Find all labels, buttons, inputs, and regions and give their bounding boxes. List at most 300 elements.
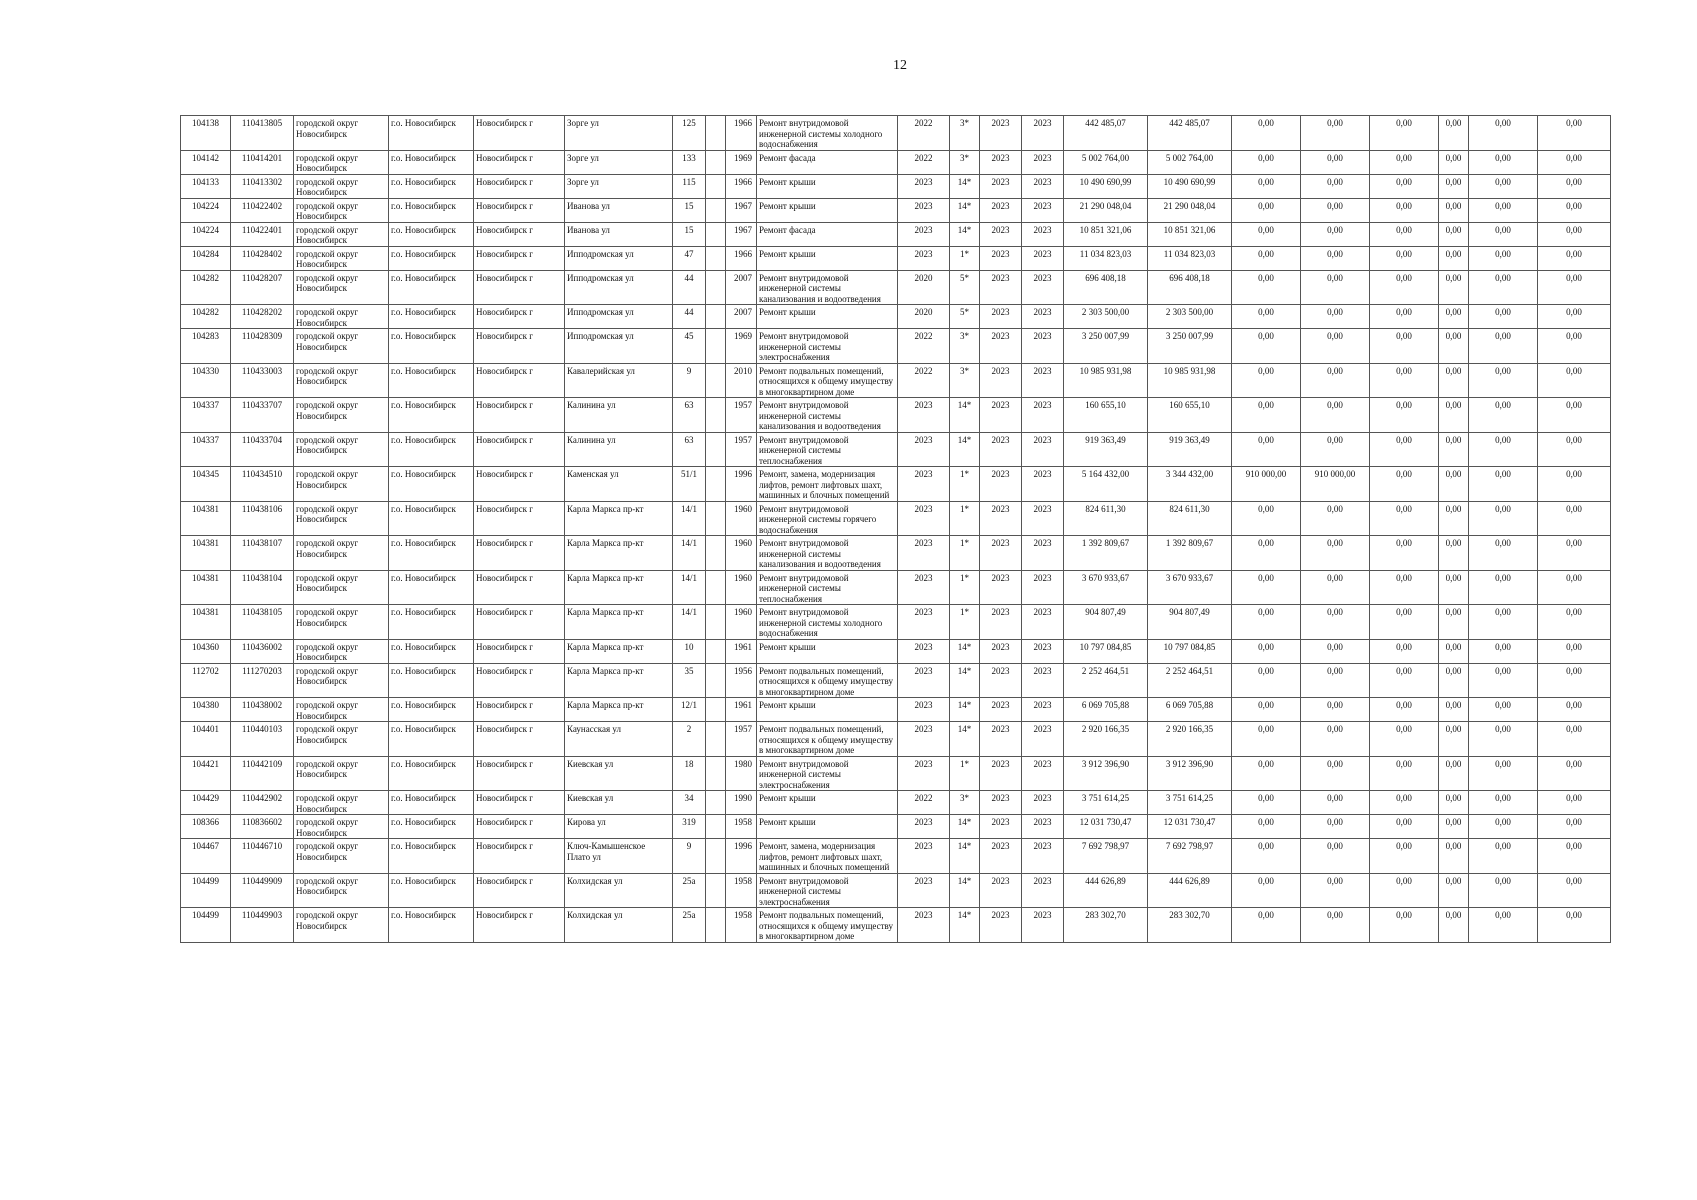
cell-end-year: 2023 [1022, 698, 1064, 722]
cell-fund-amount: 696 408,18 [1148, 270, 1232, 305]
cell-build-year: 1957 [726, 398, 757, 433]
cell-work-type: Ремонт фасада [757, 222, 898, 246]
cell-amount-5: 0,00 [1469, 174, 1538, 198]
cell-amount-2: 0,00 [1301, 639, 1370, 663]
cell-street: Карла Маркса пр-кт [565, 663, 673, 698]
cell-work-type: Ремонт крыши [757, 198, 898, 222]
cell-end-year: 2023 [1022, 198, 1064, 222]
repair-program-table-wrapper [180, 115, 1611, 943]
cell-building [706, 222, 726, 246]
cell-house-number: 14/1 [673, 570, 706, 605]
cell-building [706, 198, 726, 222]
cell-total-cost: 919 363,49 [1064, 432, 1148, 467]
cell-amount-3: 0,00 [1370, 663, 1439, 698]
cell-municipality: городской округ Новосибирск [294, 698, 389, 722]
cell-amount-4: 0,00 [1439, 605, 1469, 640]
cell-street: Зорге ул [565, 150, 673, 174]
cell-city: Новосибирск г [474, 174, 565, 198]
cell-end-year: 2023 [1022, 839, 1064, 874]
cell-amount-4: 0,00 [1439, 698, 1469, 722]
cell-category: 14* [950, 639, 980, 663]
cell-city: Новосибирск г [474, 908, 565, 943]
cell-amount-6: 0,00 [1538, 536, 1611, 571]
cell-city: Новосибирск г [474, 791, 565, 815]
cell-amount-6: 0,00 [1538, 722, 1611, 757]
cell-amount-3: 0,00 [1370, 570, 1439, 605]
cell-house-number: 25а [673, 873, 706, 908]
table-row [181, 815, 1611, 839]
cell-urban-district: г.о. Новосибирск [389, 329, 474, 364]
cell-amount-5: 0,00 [1469, 908, 1538, 943]
cell-amount-4: 0,00 [1439, 791, 1469, 815]
cell-plan-year: 2023 [898, 605, 950, 640]
cell-plan-year: 2023 [898, 246, 950, 270]
cell-amount-5: 0,00 [1469, 873, 1538, 908]
cell-amount-4: 0,00 [1439, 467, 1469, 502]
cell-urban-district: г.о. Новосибирск [389, 174, 474, 198]
cell-start-year: 2023 [980, 663, 1022, 698]
cell-start-year: 2023 [980, 501, 1022, 536]
cell-work-type: Ремонт, замена, модернизация лифтов, ремонт лифтовых шахт, машинных и блочных помещений [757, 467, 898, 502]
cell-work-type: Ремонт крыши [757, 791, 898, 815]
cell-urban-district: г.о. Новосибирск [389, 815, 474, 839]
cell-amount-3: 0,00 [1370, 908, 1439, 943]
cell-category: 3* [950, 150, 980, 174]
cell-house-number: 44 [673, 305, 706, 329]
cell-urban-district: г.о. Новосибирск [389, 432, 474, 467]
cell-total-cost: 824 611,30 [1064, 501, 1148, 536]
cell-work-type: Ремонт крыши [757, 815, 898, 839]
cell-amount-6: 0,00 [1538, 222, 1611, 246]
cell-city: Новосибирск г [474, 222, 565, 246]
cell-build-year: 1969 [726, 150, 757, 174]
cell-amount-4: 0,00 [1439, 639, 1469, 663]
cell-start-year: 2023 [980, 839, 1022, 874]
table-row [181, 663, 1611, 698]
cell-amount-4: 0,00 [1439, 305, 1469, 329]
cell-end-year: 2023 [1022, 398, 1064, 433]
cell-house-id: 104381 [181, 501, 231, 536]
cell-amount-5: 0,00 [1469, 722, 1538, 757]
cell-amount-3: 0,00 [1370, 501, 1439, 536]
cell-category: 1* [950, 570, 980, 605]
cell-amount-3: 0,00 [1370, 467, 1439, 502]
cell-urban-district: г.о. Новосибирск [389, 756, 474, 791]
cell-plan-year: 2023 [898, 198, 950, 222]
cell-amount-1: 0,00 [1232, 398, 1301, 433]
cell-amount-6: 0,00 [1538, 756, 1611, 791]
cell-building [706, 908, 726, 943]
cell-total-cost: 3 751 614,25 [1064, 791, 1148, 815]
cell-amount-3: 0,00 [1370, 756, 1439, 791]
cell-work-type: Ремонт крыши [757, 246, 898, 270]
cell-street: Зорге ул [565, 116, 673, 151]
cell-work-code: 110433003 [231, 363, 294, 398]
cell-house-number: 14/1 [673, 536, 706, 571]
cell-building [706, 791, 726, 815]
cell-amount-1: 0,00 [1232, 815, 1301, 839]
cell-work-code: 110438104 [231, 570, 294, 605]
cell-fund-amount: 2 252 464,51 [1148, 663, 1232, 698]
cell-municipality: городской округ Новосибирск [294, 363, 389, 398]
cell-amount-6: 0,00 [1538, 116, 1611, 151]
cell-build-year: 1996 [726, 467, 757, 502]
cell-build-year: 1961 [726, 639, 757, 663]
cell-amount-2: 0,00 [1301, 722, 1370, 757]
cell-work-code: 110413302 [231, 174, 294, 198]
cell-amount-3: 0,00 [1370, 873, 1439, 908]
cell-build-year: 1960 [726, 536, 757, 571]
cell-amount-6: 0,00 [1538, 467, 1611, 502]
cell-street: Колхидская ул [565, 873, 673, 908]
cell-municipality: городской округ Новосибирск [294, 722, 389, 757]
cell-building [706, 398, 726, 433]
cell-build-year: 1957 [726, 722, 757, 757]
cell-plan-year: 2022 [898, 116, 950, 151]
cell-amount-4: 0,00 [1439, 908, 1469, 943]
cell-building [706, 756, 726, 791]
cell-amount-6: 0,00 [1538, 432, 1611, 467]
table-row [181, 791, 1611, 815]
cell-house-number: 15 [673, 222, 706, 246]
cell-municipality: городской округ Новосибирск [294, 570, 389, 605]
cell-house-number: 10 [673, 639, 706, 663]
cell-work-code: 110449903 [231, 908, 294, 943]
cell-amount-6: 0,00 [1538, 639, 1611, 663]
cell-amount-3: 0,00 [1370, 174, 1439, 198]
cell-work-type: Ремонт внутридомовой инженерной системы холодного водоснабжения [757, 116, 898, 151]
cell-build-year: 1960 [726, 570, 757, 605]
cell-amount-2: 910 000,00 [1301, 467, 1370, 502]
cell-city: Новосибирск г [474, 116, 565, 151]
cell-house-id: 104138 [181, 116, 231, 151]
cell-fund-amount: 3 670 933,67 [1148, 570, 1232, 605]
cell-total-cost: 444 626,89 [1064, 873, 1148, 908]
cell-street: Карла Маркса пр-кт [565, 605, 673, 640]
cell-fund-amount: 1 392 809,67 [1148, 536, 1232, 571]
cell-work-code: 110422402 [231, 198, 294, 222]
cell-total-cost: 442 485,07 [1064, 116, 1148, 151]
cell-street: Колхидская ул [565, 908, 673, 943]
cell-end-year: 2023 [1022, 270, 1064, 305]
cell-end-year: 2023 [1022, 722, 1064, 757]
cell-amount-3: 0,00 [1370, 150, 1439, 174]
cell-end-year: 2023 [1022, 663, 1064, 698]
cell-total-cost: 904 807,49 [1064, 605, 1148, 640]
cell-house-number: 63 [673, 398, 706, 433]
cell-amount-2: 0,00 [1301, 432, 1370, 467]
cell-city: Новосибирск г [474, 363, 565, 398]
cell-street: Калинина ул [565, 398, 673, 433]
cell-total-cost: 10 851 321,06 [1064, 222, 1148, 246]
cell-city: Новосибирск г [474, 639, 565, 663]
cell-plan-year: 2023 [898, 756, 950, 791]
table-row [181, 432, 1611, 467]
table-row [181, 116, 1611, 151]
cell-work-type: Ремонт внутридомовой инженерной системы канализования и водоотведения [757, 536, 898, 571]
cell-municipality: городской округ Новосибирск [294, 639, 389, 663]
cell-plan-year: 2023 [898, 432, 950, 467]
cell-house-number: 47 [673, 246, 706, 270]
cell-house-id: 104282 [181, 305, 231, 329]
cell-amount-4: 0,00 [1439, 363, 1469, 398]
cell-work-type: Ремонт внутридомовой инженерной системы холодного водоснабжения [757, 605, 898, 640]
table-row [181, 398, 1611, 433]
cell-total-cost: 3 912 396,90 [1064, 756, 1148, 791]
cell-amount-5: 0,00 [1469, 305, 1538, 329]
cell-building [706, 174, 726, 198]
cell-amount-1: 0,00 [1232, 246, 1301, 270]
cell-build-year: 2007 [726, 305, 757, 329]
cell-amount-1: 0,00 [1232, 663, 1301, 698]
cell-work-code: 110422401 [231, 222, 294, 246]
cell-house-id: 104330 [181, 363, 231, 398]
cell-city: Новосибирск г [474, 432, 565, 467]
cell-end-year: 2023 [1022, 363, 1064, 398]
cell-amount-6: 0,00 [1538, 398, 1611, 433]
table-row [181, 536, 1611, 571]
cell-work-code: 110436002 [231, 639, 294, 663]
cell-city: Новосибирск г [474, 329, 565, 364]
cell-build-year: 1958 [726, 873, 757, 908]
cell-amount-6: 0,00 [1538, 698, 1611, 722]
cell-work-code: 110442902 [231, 791, 294, 815]
cell-fund-amount: 7 692 798,97 [1148, 839, 1232, 874]
cell-start-year: 2023 [980, 270, 1022, 305]
cell-total-cost: 1 392 809,67 [1064, 536, 1148, 571]
cell-house-number: 18 [673, 756, 706, 791]
cell-amount-4: 0,00 [1439, 536, 1469, 571]
cell-urban-district: г.о. Новосибирск [389, 222, 474, 246]
cell-amount-4: 0,00 [1439, 198, 1469, 222]
cell-category: 14* [950, 873, 980, 908]
cell-house-number: 45 [673, 329, 706, 364]
cell-municipality: городской округ Новосибирск [294, 198, 389, 222]
cell-municipality: городской округ Новосибирск [294, 174, 389, 198]
cell-build-year: 1996 [726, 839, 757, 874]
cell-plan-year: 2023 [898, 501, 950, 536]
cell-amount-1: 0,00 [1232, 605, 1301, 640]
cell-amount-1: 0,00 [1232, 432, 1301, 467]
cell-amount-3: 0,00 [1370, 639, 1439, 663]
cell-building [706, 605, 726, 640]
cell-fund-amount: 5 002 764,00 [1148, 150, 1232, 174]
cell-amount-6: 0,00 [1538, 150, 1611, 174]
cell-build-year: 1966 [726, 246, 757, 270]
cell-urban-district: г.о. Новосибирск [389, 791, 474, 815]
cell-work-code: 110438002 [231, 698, 294, 722]
cell-amount-5: 0,00 [1469, 432, 1538, 467]
cell-amount-5: 0,00 [1469, 815, 1538, 839]
cell-building [706, 467, 726, 502]
cell-start-year: 2023 [980, 570, 1022, 605]
cell-amount-4: 0,00 [1439, 839, 1469, 874]
cell-category: 3* [950, 116, 980, 151]
cell-municipality: городской округ Новосибирск [294, 873, 389, 908]
cell-city: Новосибирск г [474, 815, 565, 839]
cell-city: Новосибирск г [474, 246, 565, 270]
table-row [181, 305, 1611, 329]
cell-urban-district: г.о. Новосибирск [389, 270, 474, 305]
cell-fund-amount: 283 302,70 [1148, 908, 1232, 943]
cell-amount-6: 0,00 [1538, 815, 1611, 839]
cell-amount-5: 0,00 [1469, 605, 1538, 640]
cell-plan-year: 2023 [898, 222, 950, 246]
cell-house-id: 104360 [181, 639, 231, 663]
cell-amount-5: 0,00 [1469, 501, 1538, 536]
cell-amount-4: 0,00 [1439, 873, 1469, 908]
cell-urban-district: г.о. Новосибирск [389, 873, 474, 908]
cell-category: 14* [950, 398, 980, 433]
cell-street: Кавалерийская ул [565, 363, 673, 398]
cell-amount-4: 0,00 [1439, 722, 1469, 757]
cell-amount-4: 0,00 [1439, 432, 1469, 467]
cell-end-year: 2023 [1022, 501, 1064, 536]
cell-work-type: Ремонт подвальных помещений, относящихся к общему имуществу в многоквартирном доме [757, 363, 898, 398]
cell-work-code: 110442109 [231, 756, 294, 791]
cell-plan-year: 2020 [898, 305, 950, 329]
cell-amount-3: 0,00 [1370, 116, 1439, 151]
cell-start-year: 2023 [980, 722, 1022, 757]
cell-amount-1: 0,00 [1232, 698, 1301, 722]
cell-city: Новосибирск г [474, 398, 565, 433]
cell-work-type: Ремонт внутридомовой инженерной системы электроснабжения [757, 329, 898, 364]
cell-plan-year: 2023 [898, 815, 950, 839]
cell-amount-1: 0,00 [1232, 791, 1301, 815]
cell-work-type: Ремонт крыши [757, 174, 898, 198]
cell-street: Киевская ул [565, 791, 673, 815]
cell-amount-6: 0,00 [1538, 908, 1611, 943]
cell-build-year: 1961 [726, 698, 757, 722]
cell-urban-district: г.о. Новосибирск [389, 908, 474, 943]
cell-amount-5: 0,00 [1469, 116, 1538, 151]
cell-plan-year: 2020 [898, 270, 950, 305]
cell-urban-district: г.о. Новосибирск [389, 536, 474, 571]
cell-total-cost: 10 797 084,85 [1064, 639, 1148, 663]
cell-house-id: 104381 [181, 605, 231, 640]
table-row [181, 150, 1611, 174]
cell-amount-5: 0,00 [1469, 663, 1538, 698]
cell-work-type: Ремонт внутридомовой инженерной системы канализования и водоотведения [757, 270, 898, 305]
cell-category: 1* [950, 536, 980, 571]
cell-amount-1: 0,00 [1232, 174, 1301, 198]
cell-house-id: 104401 [181, 722, 231, 757]
cell-amount-4: 0,00 [1439, 398, 1469, 433]
cell-start-year: 2023 [980, 305, 1022, 329]
cell-category: 14* [950, 908, 980, 943]
cell-house-id: 104421 [181, 756, 231, 791]
table-row [181, 908, 1611, 943]
cell-start-year: 2023 [980, 363, 1022, 398]
cell-municipality: городской округ Новосибирск [294, 536, 389, 571]
cell-street: Ключ-Камышенское Плато ул [565, 839, 673, 874]
cell-category: 1* [950, 246, 980, 270]
cell-building [706, 270, 726, 305]
cell-amount-6: 0,00 [1538, 791, 1611, 815]
cell-street: Иванова ул [565, 198, 673, 222]
cell-municipality: городской округ Новосибирск [294, 432, 389, 467]
table-row [181, 329, 1611, 364]
cell-end-year: 2023 [1022, 305, 1064, 329]
cell-total-cost: 160 655,10 [1064, 398, 1148, 433]
cell-work-code: 111270203 [231, 663, 294, 698]
cell-municipality: городской округ Новосибирск [294, 605, 389, 640]
cell-work-code: 110428207 [231, 270, 294, 305]
cell-amount-5: 0,00 [1469, 639, 1538, 663]
cell-municipality: городской округ Новосибирск [294, 246, 389, 270]
cell-work-code: 110428202 [231, 305, 294, 329]
cell-municipality: городской округ Новосибирск [294, 222, 389, 246]
cell-category: 5* [950, 270, 980, 305]
cell-amount-6: 0,00 [1538, 329, 1611, 364]
cell-build-year: 1969 [726, 329, 757, 364]
cell-house-id: 104345 [181, 467, 231, 502]
cell-amount-4: 0,00 [1439, 270, 1469, 305]
cell-category: 3* [950, 329, 980, 364]
cell-total-cost: 10 985 931,98 [1064, 363, 1148, 398]
cell-build-year: 1956 [726, 663, 757, 698]
cell-city: Новосибирск г [474, 501, 565, 536]
cell-amount-3: 0,00 [1370, 329, 1439, 364]
cell-amount-2: 0,00 [1301, 605, 1370, 640]
cell-fund-amount: 904 807,49 [1148, 605, 1232, 640]
cell-city: Новосибирск г [474, 839, 565, 874]
cell-municipality: городской округ Новосибирск [294, 908, 389, 943]
cell-work-type: Ремонт внутридомовой инженерной системы канализования и водоотведения [757, 398, 898, 433]
cell-amount-2: 0,00 [1301, 756, 1370, 791]
cell-build-year: 1958 [726, 815, 757, 839]
cell-plan-year: 2023 [898, 570, 950, 605]
cell-city: Новосибирск г [474, 756, 565, 791]
cell-building [706, 363, 726, 398]
cell-fund-amount: 919 363,49 [1148, 432, 1232, 467]
cell-work-code: 110438105 [231, 605, 294, 640]
cell-end-year: 2023 [1022, 791, 1064, 815]
cell-house-id: 104224 [181, 198, 231, 222]
cell-building [706, 663, 726, 698]
repair-program-table [180, 115, 1611, 943]
page-number: 12 [893, 58, 907, 73]
cell-house-number: 44 [673, 270, 706, 305]
cell-work-type: Ремонт подвальных помещений, относящихся к общему имуществу в многоквартирном доме [757, 908, 898, 943]
cell-amount-1: 0,00 [1232, 305, 1301, 329]
cell-end-year: 2023 [1022, 246, 1064, 270]
cell-amount-4: 0,00 [1439, 570, 1469, 605]
cell-total-cost: 6 069 705,88 [1064, 698, 1148, 722]
cell-work-type: Ремонт подвальных помещений, относящихся к общему имуществу в многоквартирном доме [757, 722, 898, 757]
cell-start-year: 2023 [980, 398, 1022, 433]
cell-work-type: Ремонт фасада [757, 150, 898, 174]
cell-amount-2: 0,00 [1301, 570, 1370, 605]
table-row [181, 467, 1611, 502]
table-row [181, 222, 1611, 246]
cell-house-number: 9 [673, 839, 706, 874]
cell-category: 1* [950, 501, 980, 536]
cell-total-cost: 3 670 933,67 [1064, 570, 1148, 605]
cell-category: 14* [950, 815, 980, 839]
cell-amount-2: 0,00 [1301, 815, 1370, 839]
cell-plan-year: 2022 [898, 363, 950, 398]
cell-house-number: 12/1 [673, 698, 706, 722]
cell-fund-amount: 11 034 823,03 [1148, 246, 1232, 270]
cell-build-year: 1967 [726, 222, 757, 246]
cell-plan-year: 2023 [898, 839, 950, 874]
cell-amount-4: 0,00 [1439, 116, 1469, 151]
cell-work-type: Ремонт крыши [757, 305, 898, 329]
cell-municipality: городской округ Новосибирск [294, 398, 389, 433]
cell-urban-district: г.о. Новосибирск [389, 305, 474, 329]
cell-work-code: 110433707 [231, 398, 294, 433]
